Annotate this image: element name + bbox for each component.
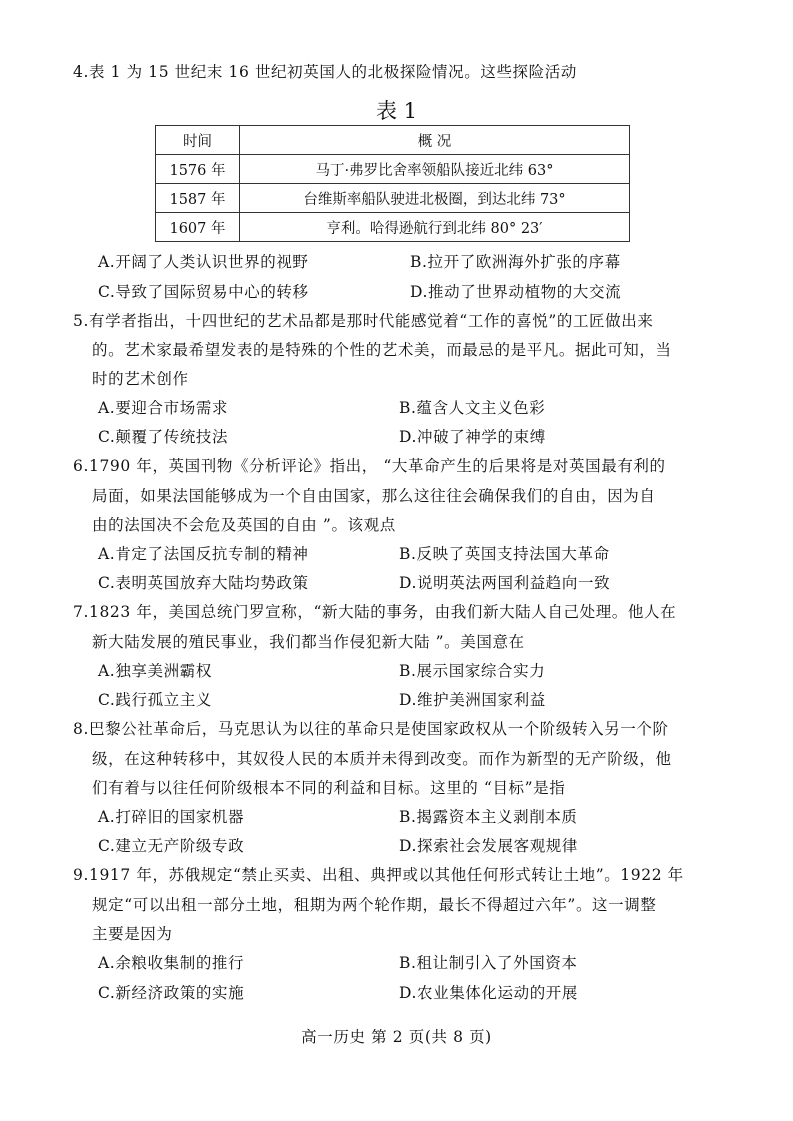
q7-option-a: A.独享美洲霸权 [98, 662, 212, 680]
q5-option-d: D.冲破了神学的束缚 [399, 428, 546, 446]
q5-option-b: B.蕴含人文主义色彩 [399, 399, 546, 417]
page-footer: 高一历史 第 2 页(共 8 页) [301, 1028, 492, 1046]
table-row [156, 155, 630, 184]
q6-option-a: A.肯定了法国反抗专制的精神 [98, 545, 309, 563]
q8-option-a: A.打碎旧的国家机器 [98, 808, 245, 826]
q6-stem-line: 局面，如果法国能够成为一个自由国家，那么这往往会确保我们的自由，因为自 [92, 487, 656, 505]
table-row [156, 184, 630, 213]
table-header-row [156, 126, 630, 155]
q5-option-c: C.颠覆了传统技法 [98, 428, 229, 446]
q8-option-b: B.揭露资本主义剥削本质 [399, 808, 578, 826]
q9-option-c: C.新经济政策的实施 [98, 984, 245, 1002]
q8-stem-line: 们有着与以往任何阶级根本不同的利益和目标。这里的 “目标”是指 [92, 779, 566, 797]
q4-option-b: B.拉开了欧洲海外扩张的序幕 [410, 253, 621, 271]
table-cell-year: 1587 年 [156, 184, 240, 213]
q8-option-d: D.探索社会发展客观规律 [399, 837, 579, 855]
q6-option-c: C.表明英国放弃大陆均势政策 [98, 574, 309, 592]
q6-stem-line: 6.1790 年，英国刊物《分析评论》指出， “大革命产生的后果将是对英国最有利的 [73, 457, 666, 475]
table-cell-year: 1576 年 [156, 155, 240, 184]
exploration-table [155, 125, 630, 242]
q9-stem-line: 9.1917 年，苏俄规定“禁止买卖、出租、典押或以其他任何形式转让土地”。1922 年 [73, 866, 684, 884]
q9-option-a: A.余粮收集制的推行 [98, 954, 245, 972]
table-cell-overview: 马丁·弗罗比舍率领船队接近北纬 63° [240, 155, 630, 184]
q7-option-d: D.维护美洲国家利益 [399, 691, 546, 709]
q4-option-c: C.导致了国际贸易中心的转移 [98, 283, 309, 301]
q5-option-a: A.要迎合市场需求 [98, 399, 229, 417]
q6-option-b: B.反映了英国支持法国大革命 [399, 545, 610, 563]
q5-stem-line: 的。艺术家最希望发表的是特殊的个性的艺术美，而最忌的是平凡。据此可知，当 [92, 341, 672, 359]
q5-stem-line: 5.有学者指出，十四世纪的艺术品都是那时代能感觉着“工作的喜悦”的工匠做出来 [73, 312, 654, 330]
q4-stem: 4.表 1 为 15 世纪末 16 世纪初英国人的北极探险情况。这些探险活动 [73, 63, 577, 81]
q7-stem-line: 7.1823 年，美国总统门罗宣称，“新大陆的事务，由我们新大陆人自己处理。他人在 [73, 603, 677, 621]
q6-option-d: D.说明英法两国利益趋向一致 [399, 574, 611, 592]
q8-stem-line: 8.巴黎公社革命后，马克思认为以往的革命只是使国家政权从一个阶级转入另一个阶 [73, 720, 669, 738]
q6-stem-line: 由的法国决不会危及英国的自由 ”。该观点 [92, 516, 396, 534]
q9-stem-line: 主要是因为 [92, 925, 173, 943]
q4-option-a: A.开阔了人类认识世界的视野 [98, 253, 309, 271]
q7-stem-line: 新大陆发展的殖民事业，我们都当作侵犯新大陆 ”。美国意在 [92, 633, 525, 651]
table-cell-overview: 亨利。哈得逊航行到北纬 80° 23′ [240, 213, 630, 242]
q9-option-b: B.租让制引入了外国资本 [399, 954, 578, 972]
q9-stem-line: 规定“可以出租一部分土地，租期为两个轮作期，最长不得超过六年”。这一调整 [92, 896, 657, 914]
table-row [156, 213, 630, 242]
table-header-time: 时间 [156, 126, 240, 155]
q5-stem-line: 时的艺术创作 [92, 370, 189, 388]
q7-option-c: C.践行孤立主义 [98, 691, 213, 709]
q4-option-d: D.推动了世界动植物的大交流 [410, 283, 622, 301]
table-cell-overview: 台维斯率船队驶进北极圈，到达北纬 73° [240, 184, 630, 213]
table-cell-year: 1607 年 [156, 213, 240, 242]
table-header-overview: 概 况 [240, 126, 630, 155]
q8-stem-line: 级，在这种转移中，其奴役人民的本质并未得到改变。而作为新型的无产阶级，他 [92, 750, 672, 768]
q7-option-b: B.展示国家综合实力 [399, 662, 546, 680]
table-title: 表 1 [375, 99, 418, 123]
q9-option-d: D.农业集体化运动的开展 [399, 984, 579, 1002]
q8-option-c: C.建立无产阶级专政 [98, 837, 245, 855]
